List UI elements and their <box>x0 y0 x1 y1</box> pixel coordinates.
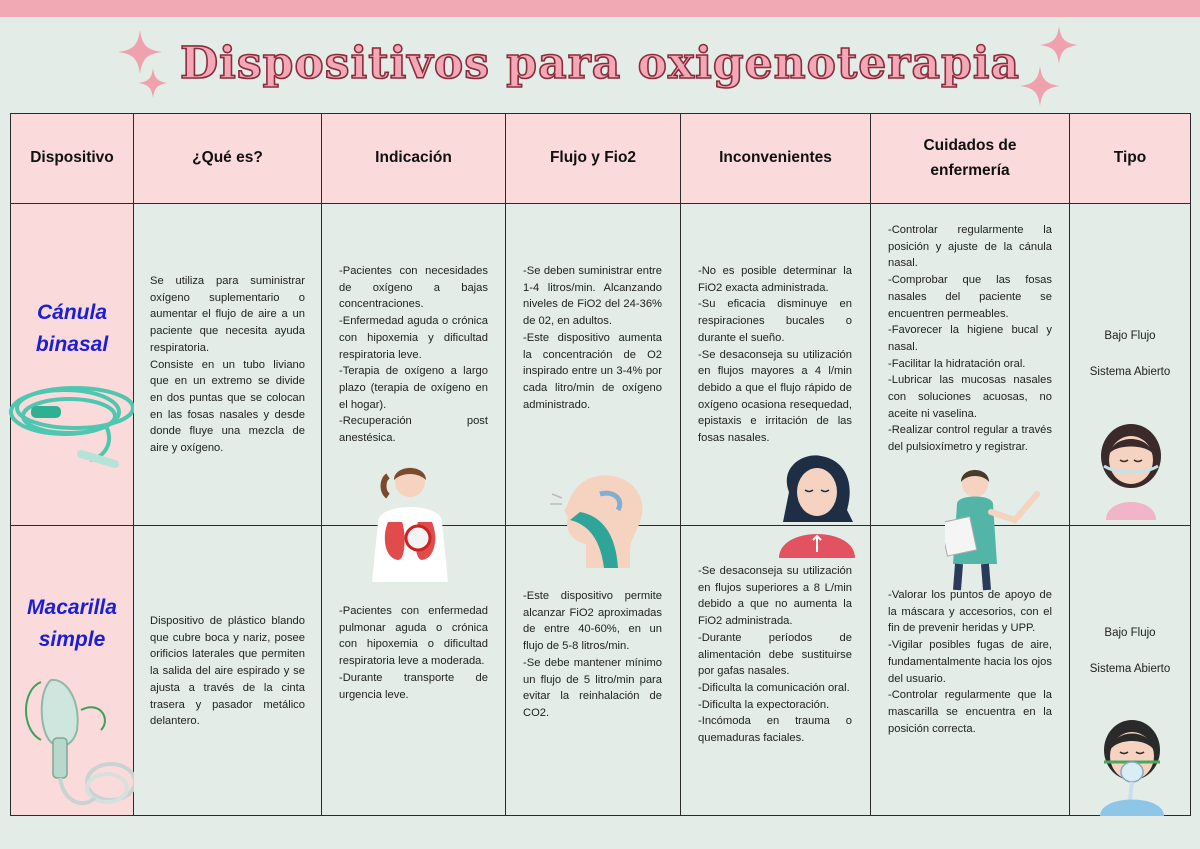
device-cell <box>11 526 134 816</box>
inconvenientes-text: -Se desaconseja su utilización en flujos superiores a 8 L/min debido a que no aumenta la FiO2 administrada. -Durante períodos de alimentación debe sustituirse por gafas nasales. -Dificulta la comunicación oral. -Dificulta la expectoración. -Incómoda en trauma o quemaduras faciales. <box>698 565 852 745</box>
que-es-text: Dispositivo de plástico blando que cubre boca y nariz, posee orificios laterales que permiten la salida del aire espirado y se ajusta a través de la cinta trasera y pasador metálico delantero. <box>150 615 305 728</box>
tipo-cell <box>1070 526 1191 816</box>
device-name: Macarilla simple <box>27 596 117 651</box>
title-area <box>0 30 1200 110</box>
lungs-patient-illustration <box>358 462 468 588</box>
oxygen-mask-illustration <box>11 670 141 818</box>
nurse-illustration <box>945 464 1055 594</box>
tipo-text: Bajo Flujo Sistema Abierto <box>1089 330 1171 378</box>
cuidados-text: -Controlar regularmente la posición y ajuste de la cánula nasal. -Comprobar que las fosas nasales del paciente se encuentren permeables. -Favorecer la higiene bucal y nasal. -Facilitar la hidratación oral. -Lubricar las mucosas nasales con soluciones acuosas, no aceite ni vaselina. -Realizar control regular a través del pulsioxímetro y registrar. <box>888 224 1052 454</box>
head-airway-illustration <box>550 464 646 568</box>
indicacion-text: -Pacientes con necesidades de oxígeno a bajas concentraciones. -Enfermedad aguda o crónica con hipoxemia y dificultad respiratoria leve. -Terapia de oxígeno a largo plazo (terapia de oxígeno en el hogar). -Recuperación post anestésica. <box>339 265 488 445</box>
patient-mask-illustration <box>1094 710 1170 816</box>
tipo-cell <box>1070 204 1191 526</box>
header-flujo: Flujo y Fio2 <box>506 114 681 204</box>
flujo-text: -Este dispositivo permite alcanzar FiO2 aproximadas de entre 40-60%, en un flujo de 5-8 litros/min. -Se debe mantener mínimo un flujo de 5 litro/min para evitar la reinhalación de CO2. <box>523 590 662 719</box>
que-es-text: Se utiliza para suministrar oxígeno suplementario o aumentar el flujo de aire a un paciente que necesita ayuda respiratoria. Consiste en un tubo liviano que en un extremo se divide en dos puntas que se colocan en las fosas nasales y desde donde fluye una mezcla de aire y oxígeno. <box>150 275 305 455</box>
header-dispositivo: Dispositivo <box>11 114 134 204</box>
inconvenientes-cell <box>681 526 871 816</box>
page-title: Dispositivos para oxigenoterapia <box>180 38 1020 89</box>
device-name: Cánula binasal <box>35 301 109 356</box>
flujo-text: -Se deben suministrar entre 1-4 litros/min. Alcanzando niveles de FiO2 del 24-36% de 02, en adultos. -Este dispositivo aumenta la concentración de O2 inspirado entre un 3-4% por cada litro/min de oxígeno administrado. <box>523 265 662 411</box>
inconvenientes-text: -No es posible determinar la FiO2 exacta administrada. -Su eficacia disminuye en respiraciones bucales o durante el sueño. -Se desaconseja su utilización en flujos mayores a 4 l/min debido a que el flujo rápido de oxígeno ocasiona resequedad, epistaxis e irritación de las fosas nasales. <box>698 265 852 445</box>
tipo-text: Bajo Flujo Sistema Abierto <box>1089 627 1171 675</box>
header-tipo: Tipo <box>1070 114 1191 204</box>
table-row <box>11 526 1191 816</box>
header-inconvenientes: Inconvenientes <box>681 114 871 204</box>
device-cell <box>11 204 134 526</box>
patient-cannula-illustration <box>1096 416 1166 520</box>
indicacion-text: -Pacientes con enfermedad pulmonar aguda o crónica con hipoxemia o dificultad respiratoria leve a moderada. -Durante transporte de urgencia leve. <box>339 605 488 701</box>
que-es-cell <box>134 204 322 526</box>
flujo-cell <box>506 526 681 816</box>
header-que-es: ¿Qué es? <box>134 114 322 204</box>
cuidados-text: -Valorar los puntos de apoyo de la máscara y accesorios, con el fin de prevenir heridas y UPP. -Vigilar posibles fugas de aire, fundamentalmente hacia los ojos del usuario. -Controlar regularmente que la mascarilla se encuentra en la posición correcta. <box>888 589 1052 735</box>
top-band <box>0 0 1200 17</box>
que-es-cell <box>134 526 322 816</box>
cuidados-cell <box>871 526 1070 816</box>
breathing-woman-illustration <box>775 452 859 558</box>
nasal-cannula-illustration <box>5 372 145 472</box>
header-indicacion: Indicación <box>322 114 506 204</box>
indicacion-cell <box>322 526 506 816</box>
header-row <box>11 114 1191 204</box>
header-cuidados: Cuidados de enfermería <box>871 114 1070 204</box>
devices-table <box>10 113 1191 816</box>
